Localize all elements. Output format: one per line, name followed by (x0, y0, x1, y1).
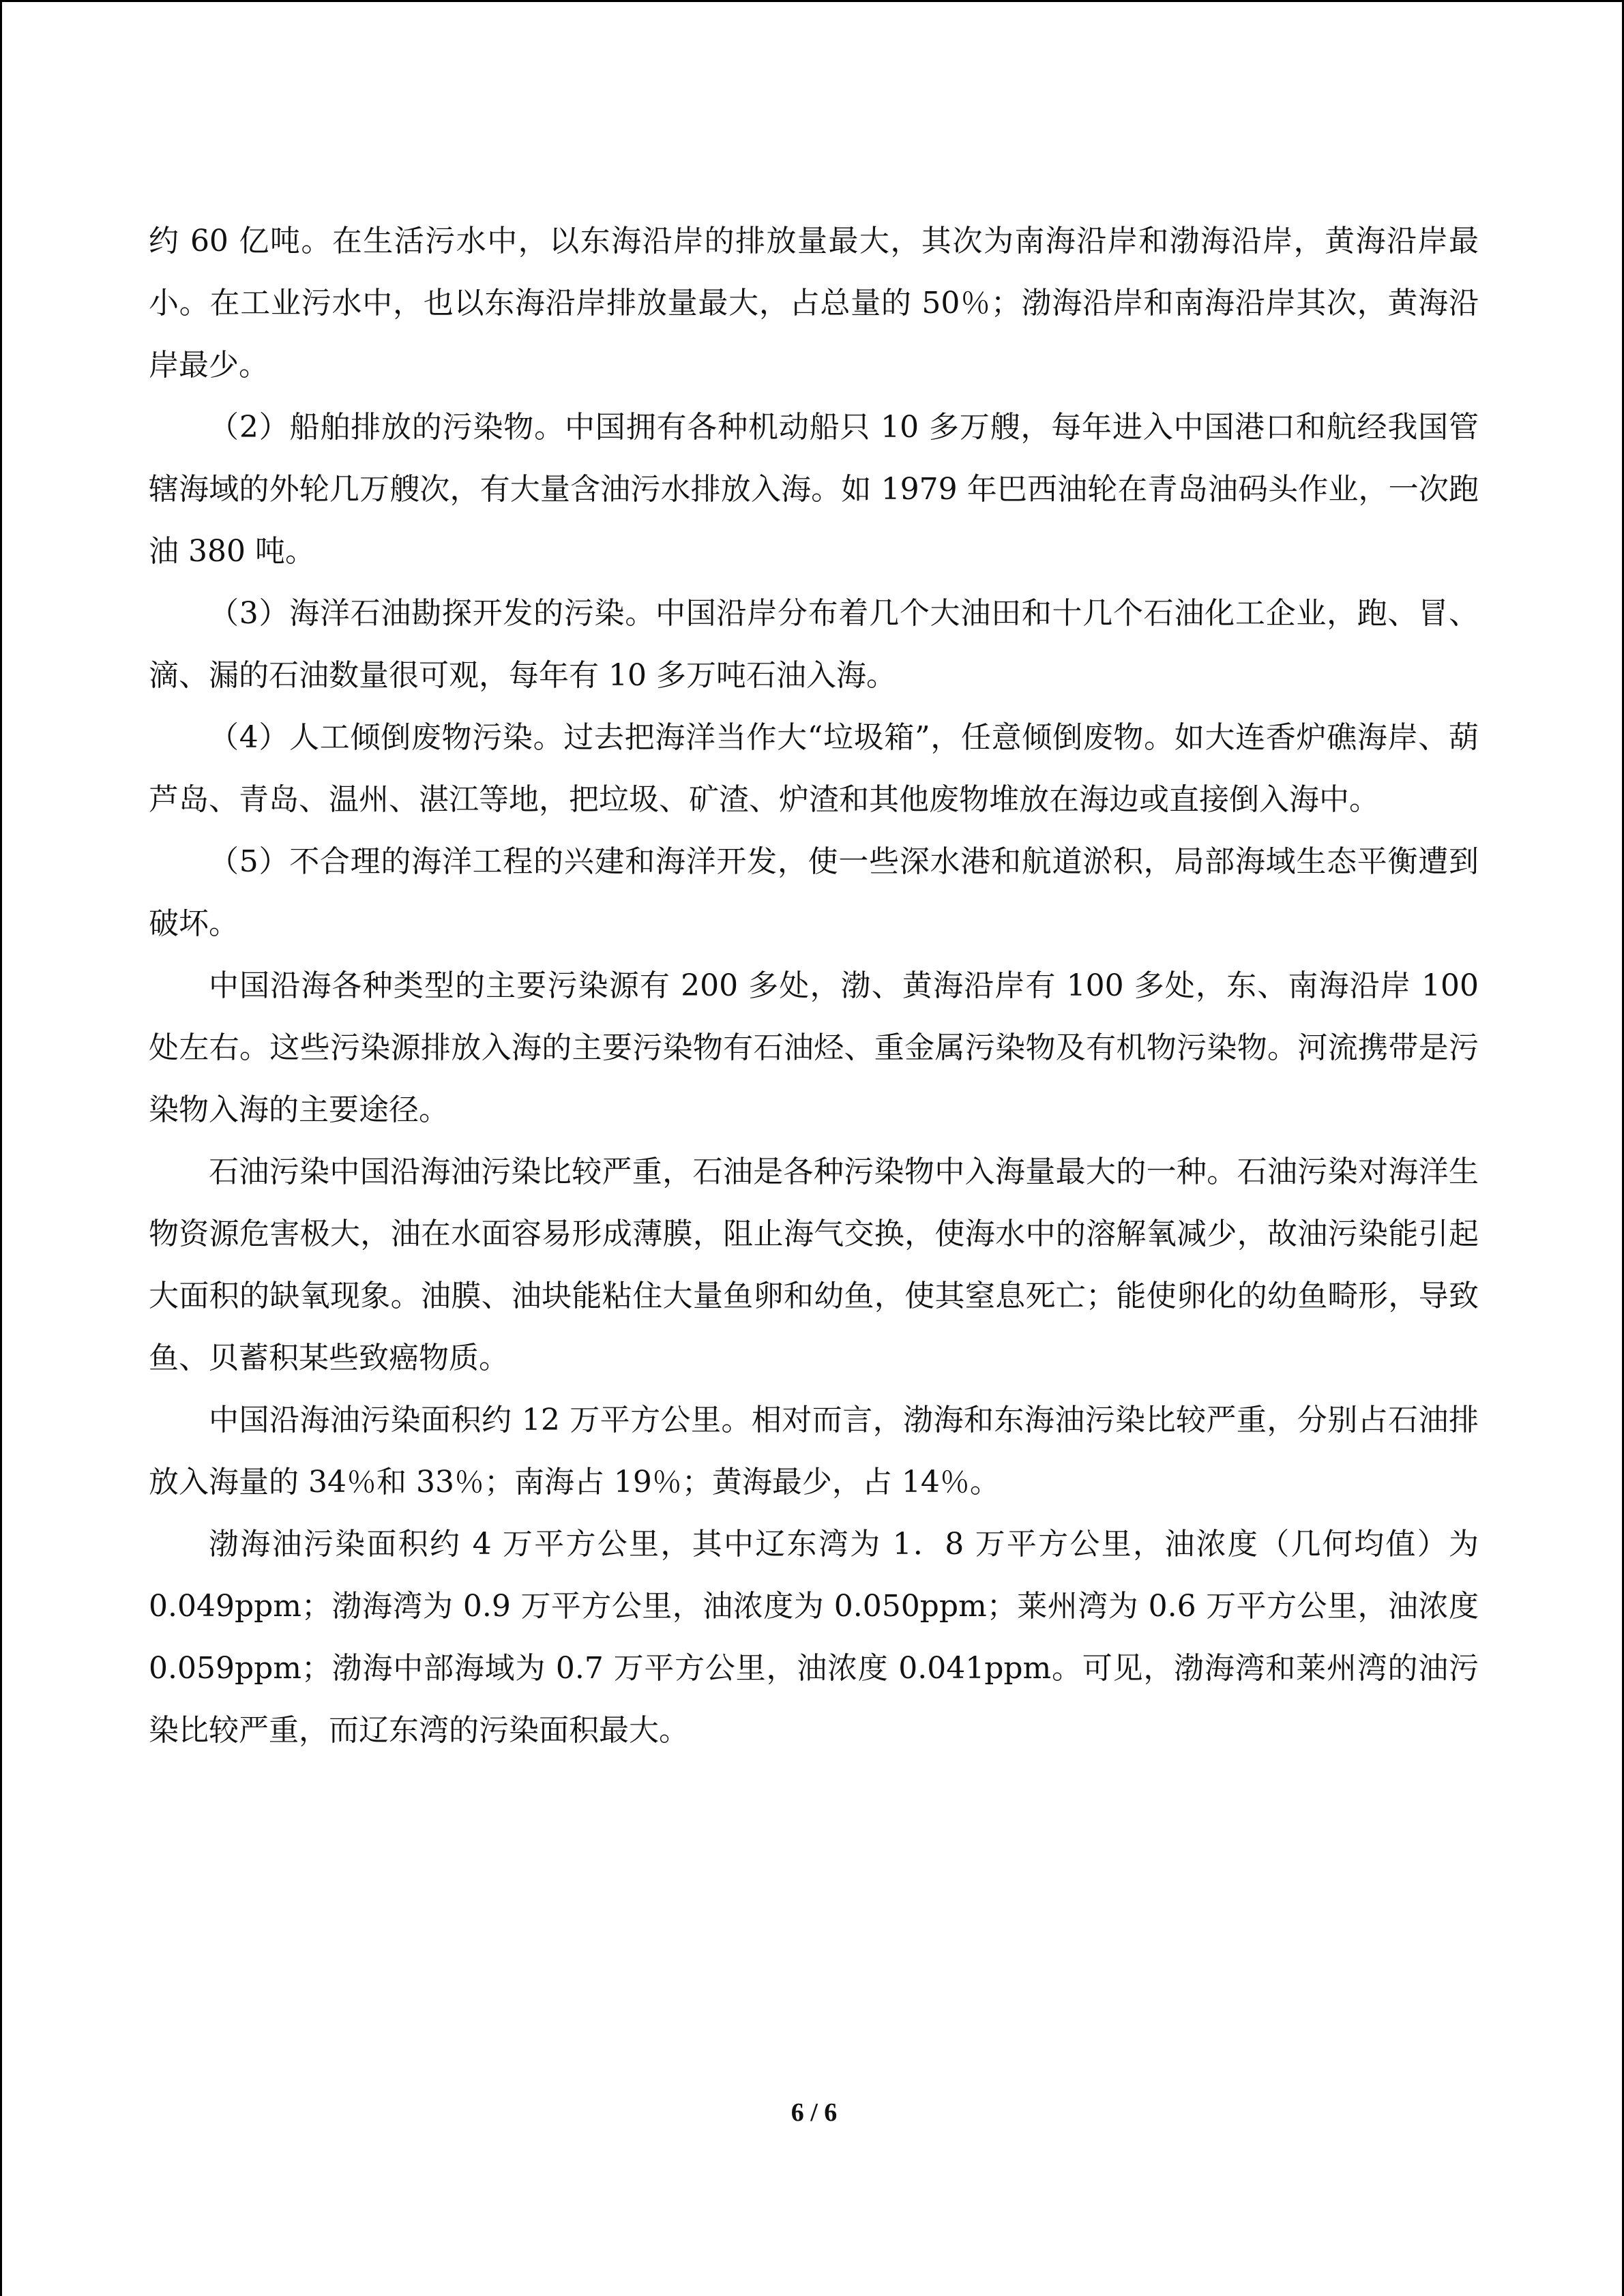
page-number: 6 / 6 (791, 2098, 838, 2127)
paragraph-waste-dumping: （4）人工倾倒废物污染。过去把海洋当作大“垃圾箱”，任意倾倒废物。如大连香炉礁海岸、葫芦岛、青岛、温州、湛江等地，把垃圾、矿渣、炉渣和其他废物堆放在海边或直接倒入海中。 (149, 720, 1479, 817)
paragraph-pollution-sources: 中国沿海各种类型的主要污染源有 200 多处，渤、黄海沿岸有 100 多处，东、南海沿岸 100 处左右。这些污染源排放入海的主要污染物有石油烃、重金属污染物及有机物污染物。河流携带是污染物入海的主要途径。 (149, 968, 1479, 1127)
paragraph-ocean-engineering: （5）不合理的海洋工程的兴建和海洋开发，使一些深水港和航道淤积，局部海域生态平衡遭到破坏。 (149, 844, 1479, 941)
body-text (149, 210, 1479, 1761)
paragraph-bohai-oil: 渤海油污染面积约 4 万平方公里，其中辽东湾为 1．8 万平方公里，油浓度（几何均值）为 0.049ppm；渤海湾为 0.9 万平方公里，油浓度为 0.050ppm；莱州湾为 0.6 万平方公里，油浓度 0.059ppm；渤海中部海域为 0.7 万平方公里，油浓度 0.041ppm。可见，渤海湾和莱州湾的油污染比较严重，而辽东湾的污染面积最大。 (149, 1527, 1479, 1748)
paragraph-oil-exploration: （3）海洋石油勘探开发的污染。中国沿岸分布着几个大油田和十几个石油化工企业，跑、冒、滴、漏的石油数量很可观，每年有 10 多万吨石油入海。 (149, 596, 1479, 693)
paragraph-continuation: 约 60 亿吨。在生活污水中，以东海沿岸的排放量最大，其次为南海沿岸和渤海沿岸，黄海沿岸最小。在工业污水中，也以东海沿岸排放量最大，占总量的 50％；渤海沿岸和南海沿岸其次，黄海沿岸最少。 (149, 224, 1479, 383)
paragraph-oil-pollution: 石油污染中国沿海油污染比较严重，石油是各种污染物中入海量最大的一种。石油污染对海洋生物资源危害极大，油在水面容易形成薄膜，阻止海气交换，使海水中的溶解氧减少，故油污染能引起大面积的缺氧现象。油膜、油块能粘住大量鱼卵和幼鱼，使其窒息死亡；能使卵化的幼鱼畸形，导致鱼、贝蓄积某些致癌物质。 (149, 1154, 1479, 1375)
paragraph-ship-pollution: （2）船舶排放的污染物。中国拥有各种机动船只 10 多万艘，每年进入中国港口和航经我国管辖海域的外轮几万艘次，有大量含油污水排放入海。如 1979 年巴西油轮在青岛油码头作业，一次跑油 380 吨。 (149, 410, 1479, 569)
paragraph-oil-area: 中国沿海油污染面积约 12 万平方公里。相对而言，渤海和东海油污染比较严重，分别占石油排放入海量的 34％和 33％；南海占 19％；黄海最少，占 14％。 (149, 1403, 1479, 1500)
